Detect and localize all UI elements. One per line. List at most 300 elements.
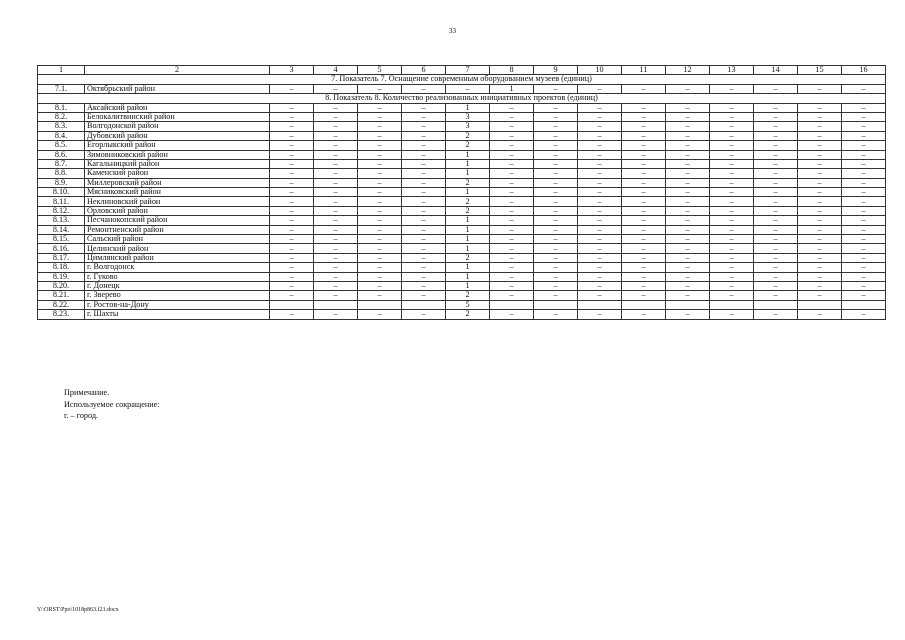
row-value: –	[710, 281, 754, 290]
row-value: –	[578, 112, 622, 121]
row-value: –	[754, 253, 798, 262]
row-value: –	[842, 84, 886, 93]
row-value: –	[490, 112, 534, 121]
row-value: –	[754, 197, 798, 206]
row-value: –	[710, 112, 754, 121]
row-number: 8.4.	[38, 131, 85, 140]
table-row	[38, 150, 886, 159]
row-number: 8.8.	[38, 169, 85, 178]
row-value: –	[842, 244, 886, 253]
row-value: –	[754, 291, 798, 300]
row-name: Мясниковский район	[85, 188, 270, 197]
row-value: –	[490, 244, 534, 253]
row-name: Ремонтненский район	[85, 225, 270, 234]
row-value: –	[490, 216, 534, 225]
row-value	[622, 300, 666, 309]
row-value: 1	[446, 159, 490, 168]
row-value: –	[490, 272, 534, 281]
row-value: –	[578, 159, 622, 168]
row-value: –	[666, 244, 710, 253]
section-title-row	[38, 75, 886, 84]
row-value: –	[666, 206, 710, 215]
row-value: –	[710, 141, 754, 150]
row-value: –	[358, 159, 402, 168]
row-value: –	[666, 253, 710, 262]
row-value: –	[270, 281, 314, 290]
row-value: –	[490, 291, 534, 300]
column-header: 2	[85, 66, 270, 75]
row-value: –	[578, 281, 622, 290]
row-value: –	[666, 197, 710, 206]
row-value: –	[622, 225, 666, 234]
row-value: –	[314, 216, 358, 225]
row-value: –	[314, 244, 358, 253]
row-value: –	[710, 263, 754, 272]
row-value: –	[842, 225, 886, 234]
row-value: –	[534, 216, 578, 225]
row-value: –	[798, 272, 842, 281]
row-value: –	[534, 150, 578, 159]
row-value: –	[842, 206, 886, 215]
row-value: –	[358, 169, 402, 178]
row-value: –	[358, 244, 402, 253]
row-name: Миллеровский район	[85, 178, 270, 187]
row-value: –	[710, 216, 754, 225]
row-value: –	[798, 131, 842, 140]
row-value: –	[314, 103, 358, 112]
row-value: –	[270, 244, 314, 253]
row-value: –	[710, 253, 754, 262]
row-value: –	[358, 216, 402, 225]
table-row	[38, 310, 886, 319]
row-value: –	[754, 272, 798, 281]
row-name: Октябрьский район	[85, 84, 270, 93]
row-value: –	[270, 141, 314, 150]
table-row	[38, 244, 886, 253]
row-value: –	[534, 188, 578, 197]
row-value: –	[754, 216, 798, 225]
row-value: –	[666, 216, 710, 225]
row-value: –	[622, 150, 666, 159]
row-value: –	[490, 206, 534, 215]
row-value	[842, 300, 886, 309]
row-value: –	[578, 150, 622, 159]
row-value: –	[798, 263, 842, 272]
row-value: –	[490, 263, 534, 272]
row-value: –	[622, 141, 666, 150]
row-value: –	[402, 291, 446, 300]
row-value: –	[578, 272, 622, 281]
row-value: –	[710, 131, 754, 140]
row-value: –	[798, 225, 842, 234]
row-value: –	[710, 159, 754, 168]
table-row	[38, 103, 886, 112]
row-value: –	[314, 206, 358, 215]
row-value: –	[754, 131, 798, 140]
row-value: –	[578, 225, 622, 234]
column-header: 11	[622, 66, 666, 75]
row-value: –	[578, 84, 622, 93]
row-number: 8.19.	[38, 272, 85, 281]
row-value: 1	[446, 272, 490, 281]
row-value: –	[666, 225, 710, 234]
row-value: –	[358, 84, 402, 93]
row-value: –	[754, 178, 798, 187]
row-name: Дубовский район	[85, 131, 270, 140]
row-value: –	[270, 310, 314, 319]
row-value: –	[842, 291, 886, 300]
row-value: –	[842, 103, 886, 112]
row-value: 1	[446, 169, 490, 178]
row-number: 8.22.	[38, 300, 85, 309]
column-header: 7	[446, 66, 490, 75]
row-value: –	[842, 131, 886, 140]
row-value: –	[622, 206, 666, 215]
row-value: –	[622, 291, 666, 300]
indicators-table	[37, 65, 886, 320]
row-value: –	[622, 310, 666, 319]
row-value: –	[710, 169, 754, 178]
row-value: –	[534, 225, 578, 234]
row-value: –	[710, 310, 754, 319]
row-value: –	[402, 197, 446, 206]
row-value: –	[490, 225, 534, 234]
row-value: –	[666, 188, 710, 197]
row-value: –	[666, 150, 710, 159]
row-value: –	[798, 235, 842, 244]
row-value: –	[402, 244, 446, 253]
row-value: –	[270, 206, 314, 215]
row-value: –	[842, 216, 886, 225]
row-value: –	[578, 122, 622, 131]
row-number: 8.12.	[38, 206, 85, 215]
row-value: –	[270, 291, 314, 300]
row-value: 2	[446, 178, 490, 187]
row-value: –	[270, 150, 314, 159]
row-value: –	[402, 281, 446, 290]
row-value: –	[842, 272, 886, 281]
row-value: 2	[446, 310, 490, 319]
table-row	[38, 291, 886, 300]
row-value: –	[270, 84, 314, 93]
row-value: –	[842, 197, 886, 206]
row-value: –	[314, 84, 358, 93]
row-value: –	[358, 112, 402, 121]
row-value: –	[270, 216, 314, 225]
row-value: –	[798, 169, 842, 178]
row-value: –	[534, 206, 578, 215]
row-value	[578, 300, 622, 309]
row-value	[798, 300, 842, 309]
row-value: –	[578, 291, 622, 300]
row-value: –	[358, 235, 402, 244]
row-value: –	[402, 122, 446, 131]
row-value: –	[710, 235, 754, 244]
row-value: –	[666, 263, 710, 272]
row-value: –	[358, 310, 402, 319]
row-value: –	[842, 310, 886, 319]
row-value: –	[402, 178, 446, 187]
row-value: –	[666, 291, 710, 300]
row-value: –	[314, 178, 358, 187]
row-value: –	[666, 169, 710, 178]
row-value: –	[314, 272, 358, 281]
row-value: 2	[446, 131, 490, 140]
row-value: –	[710, 188, 754, 197]
row-value: –	[314, 253, 358, 262]
row-value: –	[842, 188, 886, 197]
row-value: –	[578, 310, 622, 319]
row-value: –	[578, 103, 622, 112]
file-path: Y:\ORST\Ppo\1018p863.f21.docx	[37, 607, 119, 613]
row-value	[666, 300, 710, 309]
row-value: –	[578, 197, 622, 206]
table-row	[38, 235, 886, 244]
row-value	[710, 300, 754, 309]
row-value: –	[710, 225, 754, 234]
row-value: 2	[446, 253, 490, 262]
row-value: –	[710, 291, 754, 300]
row-value: –	[490, 169, 534, 178]
row-value: –	[842, 235, 886, 244]
table-row	[38, 263, 886, 272]
row-value: –	[490, 178, 534, 187]
row-value: –	[754, 263, 798, 272]
row-value: –	[622, 197, 666, 206]
row-value: –	[270, 103, 314, 112]
row-number: 8.7.	[38, 159, 85, 168]
row-value: –	[578, 178, 622, 187]
row-value: –	[578, 244, 622, 253]
row-value: –	[314, 197, 358, 206]
row-value: –	[754, 235, 798, 244]
row-name: г. Волгодонск	[85, 263, 270, 272]
row-value: –	[798, 216, 842, 225]
row-value: –	[534, 197, 578, 206]
row-value: –	[314, 141, 358, 150]
row-value: –	[666, 310, 710, 319]
row-value: –	[578, 141, 622, 150]
table-row	[38, 178, 886, 187]
row-value	[402, 300, 446, 309]
row-value: –	[534, 112, 578, 121]
row-value: –	[710, 103, 754, 112]
row-value: –	[622, 235, 666, 244]
row-value: –	[314, 188, 358, 197]
row-value: –	[270, 112, 314, 121]
row-number: 8.18.	[38, 263, 85, 272]
row-value: –	[270, 253, 314, 262]
row-value: –	[798, 244, 842, 253]
table-row	[38, 300, 886, 309]
row-value: –	[842, 178, 886, 187]
row-value: –	[622, 122, 666, 131]
row-value: –	[314, 159, 358, 168]
row-value: –	[534, 291, 578, 300]
row-value	[270, 300, 314, 309]
row-number: 8.16.	[38, 244, 85, 253]
row-value: –	[402, 216, 446, 225]
section-title: 7. Показатель 7. Оснащение современным оборудованием музеев (единиц)	[38, 75, 886, 84]
row-value: –	[270, 272, 314, 281]
row-value: –	[754, 310, 798, 319]
row-value: –	[798, 197, 842, 206]
row-name: г. Зверево	[85, 291, 270, 300]
row-value: –	[622, 103, 666, 112]
column-header: 1	[38, 66, 85, 75]
row-number: 8.2.	[38, 112, 85, 121]
row-number: 8.14.	[38, 225, 85, 234]
row-name: г. Донецк	[85, 281, 270, 290]
row-value: –	[490, 103, 534, 112]
row-value: –	[842, 150, 886, 159]
row-value: –	[314, 131, 358, 140]
row-value: –	[270, 169, 314, 178]
row-value: –	[534, 84, 578, 93]
row-number: 8.15.	[38, 235, 85, 244]
row-value: –	[754, 188, 798, 197]
row-value: –	[314, 112, 358, 121]
row-value: –	[358, 150, 402, 159]
row-name: Песчанокопский район	[85, 216, 270, 225]
row-value: –	[622, 159, 666, 168]
row-value: –	[358, 291, 402, 300]
row-value: –	[402, 310, 446, 319]
row-value: –	[622, 169, 666, 178]
row-value: –	[666, 103, 710, 112]
row-value: –	[534, 122, 578, 131]
row-name: Аксайский район	[85, 103, 270, 112]
row-name: Егорлыкский район	[85, 141, 270, 150]
row-value: –	[842, 141, 886, 150]
row-value: –	[798, 310, 842, 319]
row-value: –	[402, 112, 446, 121]
row-name: г. Шахты	[85, 310, 270, 319]
row-value: –	[270, 225, 314, 234]
row-value: –	[534, 263, 578, 272]
row-value	[754, 300, 798, 309]
row-number: 8.11.	[38, 197, 85, 206]
row-value: –	[358, 188, 402, 197]
row-value: –	[622, 281, 666, 290]
row-value: –	[402, 188, 446, 197]
row-value: –	[798, 253, 842, 262]
table-row	[38, 206, 886, 215]
row-value: –	[666, 141, 710, 150]
notes-title: Примечание.	[64, 388, 110, 397]
row-value: –	[270, 235, 314, 244]
row-name: Зимовниковский район	[85, 150, 270, 159]
column-header: 3	[270, 66, 314, 75]
row-value: –	[578, 253, 622, 262]
row-value: –	[798, 141, 842, 150]
row-value: –	[358, 272, 402, 281]
column-header: 12	[666, 66, 710, 75]
table-row	[38, 272, 886, 281]
section-title: 8. Показатель 8. Количество реализованных инициативных проектов (единиц)	[38, 94, 886, 103]
row-name: Сальский район	[85, 235, 270, 244]
column-header: 9	[534, 66, 578, 75]
row-value: –	[622, 216, 666, 225]
row-value: –	[798, 150, 842, 159]
row-value: –	[402, 150, 446, 159]
table-row	[38, 131, 886, 140]
table-row	[38, 159, 886, 168]
table-row	[38, 281, 886, 290]
row-value: –	[798, 281, 842, 290]
row-value: –	[842, 112, 886, 121]
row-value: –	[622, 272, 666, 281]
row-value: –	[622, 263, 666, 272]
row-value: –	[314, 235, 358, 244]
row-value: –	[490, 131, 534, 140]
row-value: –	[842, 159, 886, 168]
row-value: –	[270, 159, 314, 168]
row-value: –	[534, 235, 578, 244]
row-value: –	[314, 281, 358, 290]
row-value: –	[534, 103, 578, 112]
row-value: –	[534, 310, 578, 319]
column-header: 16	[842, 66, 886, 75]
row-value: –	[358, 131, 402, 140]
row-value: –	[666, 84, 710, 93]
table-row	[38, 253, 886, 262]
table-row	[38, 169, 886, 178]
row-value: –	[798, 178, 842, 187]
row-value: –	[314, 169, 358, 178]
row-value: –	[314, 225, 358, 234]
table-row	[38, 188, 886, 197]
row-value: –	[798, 84, 842, 93]
row-value: –	[534, 169, 578, 178]
row-value: –	[490, 235, 534, 244]
row-value: –	[710, 122, 754, 131]
row-value: –	[666, 122, 710, 131]
row-value: –	[490, 197, 534, 206]
row-value: –	[578, 169, 622, 178]
column-header: 8	[490, 66, 534, 75]
row-value: –	[534, 272, 578, 281]
row-value: –	[358, 263, 402, 272]
row-value: –	[842, 253, 886, 262]
section-title-row	[38, 94, 886, 103]
row-value: –	[314, 263, 358, 272]
row-value: –	[710, 197, 754, 206]
row-value: –	[358, 253, 402, 262]
row-value: –	[798, 159, 842, 168]
table-row	[38, 122, 886, 131]
row-value: –	[798, 103, 842, 112]
row-value: –	[754, 206, 798, 215]
page-number: 33	[449, 27, 456, 35]
row-value: 1	[446, 235, 490, 244]
row-value: –	[358, 122, 402, 131]
row-value: –	[534, 131, 578, 140]
row-value: 2	[446, 206, 490, 215]
row-value: –	[358, 281, 402, 290]
row-value: 1	[446, 281, 490, 290]
row-value: –	[270, 188, 314, 197]
row-number: 8.6.	[38, 150, 85, 159]
row-value: –	[666, 112, 710, 121]
row-value: –	[314, 310, 358, 319]
row-value: 1	[446, 216, 490, 225]
row-name: Кагальницкий район	[85, 159, 270, 168]
row-value: –	[270, 197, 314, 206]
row-value: –	[666, 272, 710, 281]
row-value: –	[402, 206, 446, 215]
row-number: 8.1.	[38, 103, 85, 112]
